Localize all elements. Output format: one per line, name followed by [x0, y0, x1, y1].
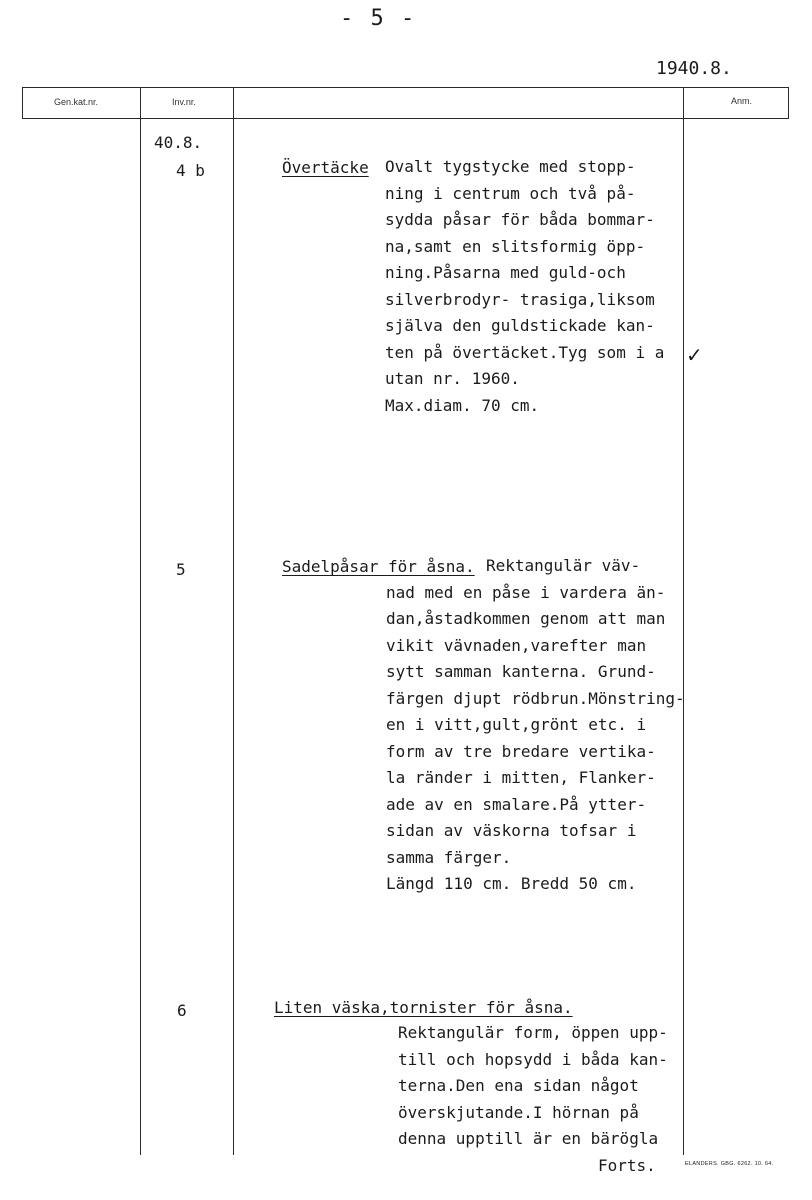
date-header: 1940.8. [656, 58, 732, 79]
desc-line: Längd 110 cm. Bredd 50 cm. [386, 874, 637, 893]
inv-text-divider [233, 87, 234, 1155]
desc-line: silverbrodyr- trasiga,liksom [385, 289, 655, 309]
desc-line: la ränder i mitten, Flanker- [386, 768, 656, 787]
desc-line: Rektangulär form, öppen upp- [398, 1023, 668, 1042]
check-mark-icon: ✓ [686, 343, 703, 367]
desc-line: ten på övertäcket.Tyg som i a [385, 342, 665, 362]
desc-line: ning.Påsarna med guld-och [385, 263, 626, 282]
desc-line: till och hopsydd i båda kan- [398, 1049, 668, 1069]
desc-line: Max.diam. 70 cm. [385, 395, 540, 415]
desc-line: ning i centrum och två på- [385, 183, 636, 203]
continued-note: Forts. [598, 1156, 656, 1175]
table-top-rule [22, 87, 788, 88]
page-number: - 5 - [340, 6, 417, 31]
desc-line: denna upptill är en bärögla [398, 1129, 659, 1148]
table-left-rule [22, 87, 23, 119]
desc-line: sydda påsar för båda bommar- [385, 210, 655, 229]
desc-line: sytt samman kanterna. Grund- [386, 662, 656, 681]
table-right-rule [788, 87, 789, 119]
desc-line: ade av en smalare.På ytter- [386, 794, 647, 814]
series-prefix: 40.8. [154, 133, 203, 152]
entry-description [398, 1020, 668, 1153]
desc-line: en i vitt,gult,grönt etc. i [386, 715, 647, 734]
gen-inv-divider [140, 87, 141, 1155]
desc-line: själva den guldstickade kan- [385, 316, 655, 335]
header-gen-kat-nr: Gen.kat.nr. [54, 97, 99, 107]
desc-line: utan nr. 1960. [385, 369, 520, 388]
entry-number: 4 b [176, 161, 205, 180]
entry-first-line: Rektangulär väv- [486, 556, 641, 575]
desc-line: samma färger. [386, 847, 512, 867]
entry-description [386, 580, 685, 898]
desc-line: färgen djupt rödbrun.Mönstring- [386, 688, 685, 708]
desc-line: terna.Den ena sidan något [398, 1076, 639, 1095]
header-bottom-rule [22, 118, 788, 119]
header-anm: Anm. [731, 96, 753, 106]
desc-line: sidan av väskorna tofsar i [386, 821, 637, 840]
desc-line: överskjutande.I hörnan på [398, 1102, 639, 1122]
desc-line: form av tre bredare vertika- [386, 741, 656, 761]
entry-number: 6 [177, 1001, 187, 1020]
entry-title: Liten väska,tornister för åsna. [274, 998, 573, 1017]
entry-title: Sadelpåsar för åsna. [282, 557, 475, 576]
entry-description [385, 181, 664, 420]
entry-number: 5 [176, 560, 186, 579]
desc-line: vikit vävnaden,varefter man [386, 635, 647, 655]
entry-first-line: Ovalt tygstycke med stopp- [385, 157, 636, 176]
printer-mark: ELANDERS. GBG. 6262. 10. 64. [685, 1161, 774, 1167]
desc-line: nad med en påse i vardera än- [386, 582, 666, 602]
entry-title: Övertäcke [282, 158, 369, 177]
desc-line: na,samt en slitsformig öpp- [385, 236, 646, 256]
header-inv-nr: Inv.nr. [172, 97, 196, 107]
desc-line: dan,åstadkommen genom att man [386, 609, 666, 628]
